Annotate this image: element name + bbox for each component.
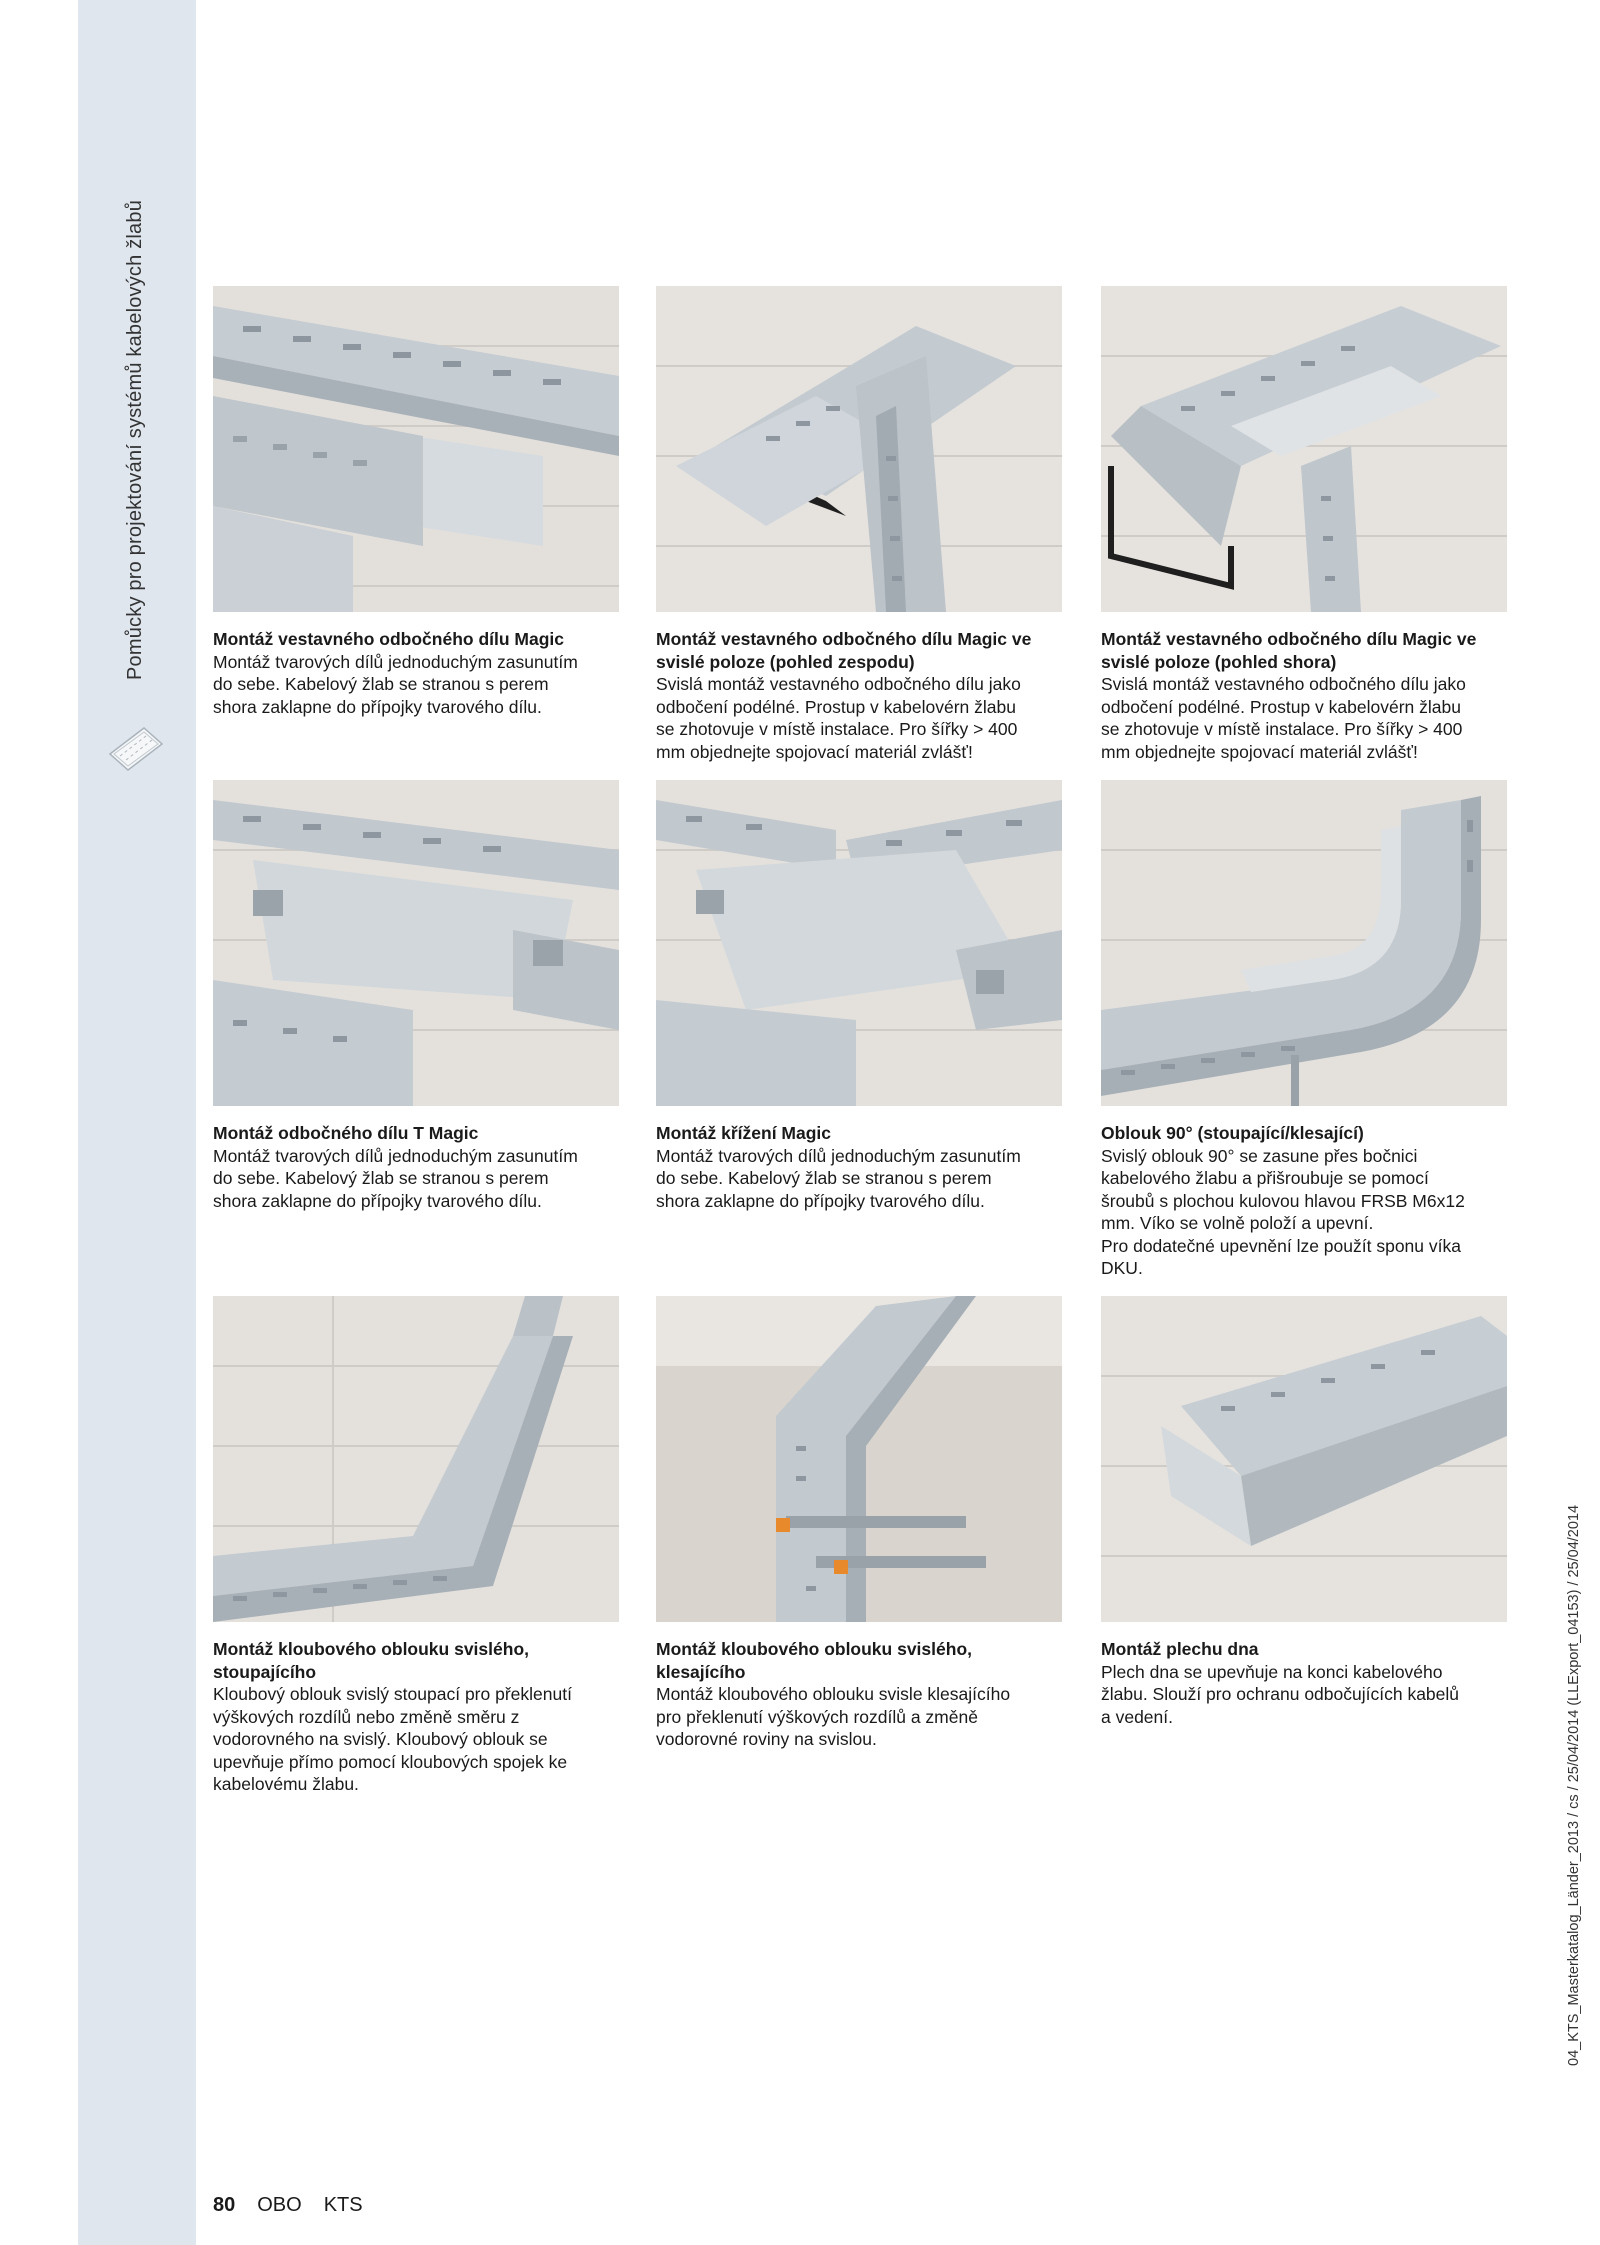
sidebar-title: Pomůcky pro projektování systémů kabelových žlabů — [124, 199, 146, 680]
card-body: Montáž kloubového oblouku svisle klesajícího pro překlenutí výškových rozdílů a změně vodorovné roviny na svislou. — [656, 1684, 1011, 1749]
page-footer — [213, 2194, 363, 2217]
card-magic-vertical-below — [656, 286, 1062, 763]
photo-bend-90 — [1101, 780, 1507, 1106]
photo-magic-insert-branch — [213, 286, 619, 612]
photo-magic-t-branch — [213, 780, 619, 1106]
photo-hinged-bend-falling — [656, 1296, 1062, 1622]
card-hinged-bend-falling — [656, 1296, 1062, 1751]
card-magic-vertical-above — [1101, 286, 1507, 763]
card-magic-insert-branch — [213, 286, 619, 718]
card-magic-crossing — [656, 780, 1062, 1212]
card-magic-t-branch — [213, 780, 619, 1212]
card-body: Montáž tvarových dílů jednoduchým zasunutím do sebe. Kabelový žlab se stranou s perem shora zaklapne do přípojky tvarového dílu. — [213, 651, 578, 717]
photo-bottom-plate — [1101, 1296, 1507, 1622]
card-title: Montáž kloubového oblouku svislého, stoupajícího — [213, 1639, 529, 1682]
card-body: Svislá montáž vestavného odbočného dílu jako odbočení podélné. Prostup v kabelovérn žlabu se zhotovuje v místě instalace. Pro šířky > 400 mm objednejte spojovací materiál zvlášť! — [656, 674, 1021, 762]
catalog-mark-icon — [104, 714, 168, 778]
photo-magic-vertical-above — [1101, 286, 1507, 612]
card-title: Montáž vestavného odbočného dílu Magic ve svislé poloze (pohled zespodu) — [656, 629, 1032, 672]
photo-hinged-bend-rising — [213, 1296, 619, 1622]
card-title: Montáž plechu dna — [1101, 1639, 1259, 1659]
section-name: KTS — [323, 2194, 363, 2216]
card-hinged-bend-rising — [213, 1296, 619, 1796]
card-title: Oblouk 90° (stoupající/klesající) — [1101, 1123, 1364, 1143]
brand-name: OBO — [257, 2194, 302, 2216]
card-body: Svislá montáž vestavného odbočného dílu jako odbočení podélné. Prostup v kabelovérn žlabu se zhotovuje v místě instalace. Pro šířky > 400 mm objednejte spojovací materiál zvlášť! — [1101, 674, 1466, 762]
card-title: Montáž křížení Magic — [656, 1123, 832, 1143]
page-number: 80 — [213, 2194, 236, 2216]
photo-magic-vertical-below — [656, 286, 1062, 612]
photo-magic-crossing — [656, 780, 1062, 1106]
card-body: Plech dna se upevňuje na konci kabelového žlabu. Slouží pro ochranu odbočujících kabelů a vedení. — [1101, 1661, 1460, 1727]
card-title: Montáž vestavného odbočného dílu Magic ve svislé poloze (pohled shora) — [1101, 629, 1477, 672]
card-title: Montáž odbočného dílu T Magic — [213, 1123, 479, 1143]
card-body: Kloubový oblouk svislý stoupací pro překlenutí výškových rozdílů nebo změně směru z vodorovného na svislý. Kloubový oblouk se upevňuje přímo pomocí kloubových spojek ke kabelovému žlabu. — [213, 1684, 572, 1794]
card-body: Montáž tvarových dílů jednoduchým zasunutím do sebe. Kabelový žlab se stranou s perem shora zaklapne do přípojky tvarového dílu. — [656, 1145, 1021, 1211]
card-title: Montáž kloubového oblouku svislého, klesajícího — [656, 1639, 972, 1682]
card-bottom-plate — [1101, 1296, 1507, 1728]
card-body: Montáž tvarových dílů jednoduchým zasunutím do sebe. Kabelový žlab se stranou s perem shora zaklapne do přípojky tvarového dílu. — [213, 1145, 578, 1211]
card-title: Montáž vestavného odbočného dílu Magic — [213, 629, 564, 649]
card-bend-90 — [1101, 780, 1507, 1280]
document-code: 04_KTS_Masterkatalog_Länder_2013 / cs / 25/04/2014 (LLExport_04153) / 25/04/2014 — [1566, 1504, 1582, 2066]
card-body: Svislý oblouk 90° se zasune přes bočnici kabelového žlabu a přišroubuje se pomocí šroubů s plochou kulovou hlavou FRSB M6x12 mm. Víko se volně položí a upevní. Pro dodatečné upevnění lze použít sponu víka DKU. — [1101, 1145, 1465, 1278]
